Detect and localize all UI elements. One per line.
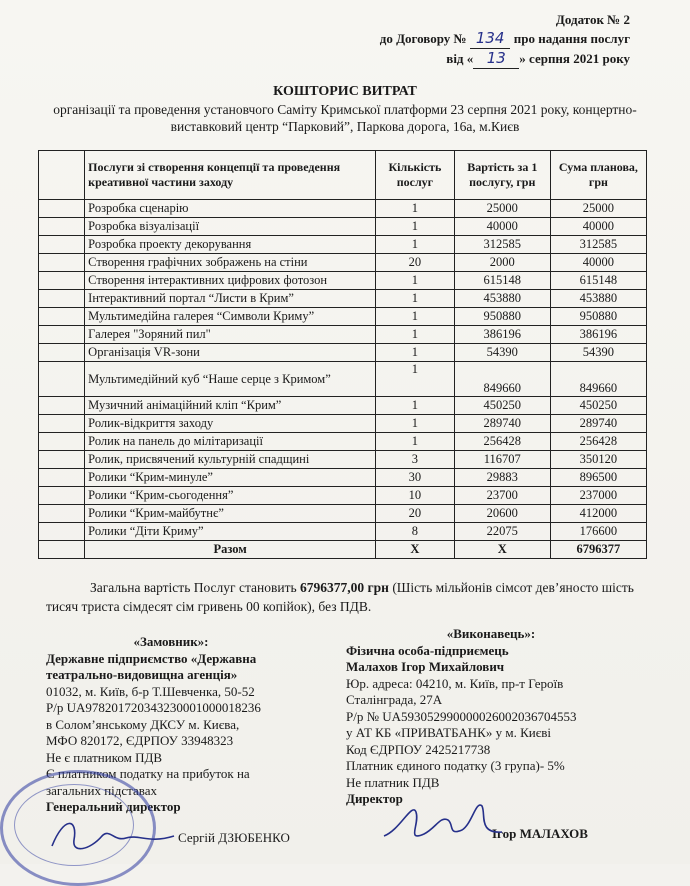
table-row — [39, 469, 647, 487]
service-total: 896500 — [550, 469, 646, 487]
document-title: КОШТОРИС ВИТРАТ — [273, 84, 417, 99]
contractor-position: Директор — [346, 791, 403, 806]
service-name: Розробка проекту декорування — [85, 236, 376, 254]
table-row — [39, 272, 647, 290]
annex-header — [380, 10, 630, 69]
service-unit-price: 29883 — [454, 469, 550, 487]
contractor-caption: «Виконавець»: — [446, 626, 536, 641]
service-name: Розробка візуалізації — [85, 218, 376, 236]
requisite-line: Р/р № UA593052990000026002036704553 — [346, 708, 577, 724]
service-quantity: 1 — [376, 362, 455, 397]
customer-position: Генеральний директор — [46, 799, 181, 814]
total-unit-price: Х — [454, 541, 550, 559]
column-header-total: Сума планова, грн — [550, 151, 646, 200]
service-quantity: 30 — [376, 469, 455, 487]
service-name: Інтерактивний портал “Листи в Крим” — [85, 290, 376, 308]
service-total: 54390 — [550, 344, 646, 362]
total-label: Разом — [85, 541, 376, 559]
service-name: Ролик, присвячений культурній спадщині — [85, 451, 376, 469]
service-total: 312585 — [550, 236, 646, 254]
service-quantity: 1 — [376, 397, 455, 415]
document-subtitle: організації та проведення установчого Саміту Кримської платформи 23 серпня 2021 року, концертно-виставковий центр “Парковий”, Паркова дорога, 16а, м.Києв — [53, 102, 637, 134]
service-name: Мультимедійний куб “Наше серце з Кримом” — [85, 362, 376, 397]
service-name: Музичний анімаційний кліп “Крим” — [85, 397, 376, 415]
service-name: Ролики “Крим-майбутнє” — [85, 505, 376, 523]
service-quantity: 8 — [376, 523, 455, 541]
service-quantity: 1 — [376, 326, 455, 344]
table-row — [39, 200, 647, 218]
service-unit-price: 386196 — [454, 326, 550, 344]
contract-day-handwritten: 13 — [473, 49, 519, 69]
total-quantity: Х — [376, 541, 455, 559]
table-total-row — [39, 541, 647, 559]
column-header-quantity: Кількість послуг — [376, 151, 455, 200]
service-total: 615148 — [550, 272, 646, 290]
contract-ref-line: до Договору № 134 про надання послуг — [379, 29, 630, 47]
table-row — [39, 290, 647, 308]
requisite-line: Код ЄДРПОУ 2425217738 — [346, 741, 491, 757]
service-total: 256428 — [550, 433, 646, 451]
service-quantity: 1 — [376, 308, 455, 326]
service-unit-price: 22075 — [454, 523, 550, 541]
service-total: 450250 — [550, 397, 646, 415]
table-row — [39, 308, 647, 326]
contractor-name-line2: Малахов Ігор Михайлович — [346, 659, 505, 674]
requisite-line: у АТ КБ «ПРИВАТБАНК» у м. Києві — [346, 725, 552, 740]
service-unit-price: 289740 — [454, 415, 550, 433]
service-quantity: 1 — [376, 200, 455, 218]
requisite-line: Юр. адреса: 04210, м. Київ, пр-т Героїв — [346, 675, 564, 691]
service-total: 350120 — [550, 451, 646, 469]
customer-caption: «Замовник»: — [133, 634, 209, 649]
service-quantity: 20 — [376, 254, 455, 272]
service-total: 40000 — [550, 254, 646, 272]
total-amount: 6796377,00 грн — [300, 580, 389, 595]
service-name: Створення графічних зображень на стіни — [85, 254, 376, 272]
table-row — [39, 254, 647, 272]
estimate-table — [38, 150, 647, 559]
table-header-spacer — [39, 151, 85, 200]
service-unit-price: 20600 — [454, 505, 550, 523]
service-quantity: 20 — [376, 505, 455, 523]
service-total: 386196 — [550, 326, 646, 344]
contractor-details — [346, 626, 636, 808]
service-total: 950880 — [550, 308, 646, 326]
requisite-line: Не є платником ПДВ — [46, 749, 163, 765]
service-total: 849660 — [550, 362, 646, 397]
service-name: Організація VR-зони — [85, 344, 376, 362]
service-total: 176600 — [550, 523, 646, 541]
requisite-line: Не платник ПДВ — [346, 774, 440, 790]
service-unit-price: 23700 — [454, 487, 550, 505]
service-total: 25000 — [550, 200, 646, 218]
service-quantity: 10 — [376, 487, 455, 505]
service-unit-price: 950880 — [454, 308, 550, 326]
contract-number-handwritten: 134 — [470, 29, 511, 49]
service-unit-price: 450250 — [454, 397, 550, 415]
requisite-line: МФО 820172, ЄДРПОУ 33948323 — [46, 733, 234, 748]
service-quantity: 1 — [376, 433, 455, 451]
service-name: Ролик на панель до мілітаризації — [85, 433, 376, 451]
service-name: Ролики “Крим-сьогодення” — [85, 487, 376, 505]
service-quantity: 1 — [376, 290, 455, 308]
requisite-line: Р/р UA978201720343230001000018236 — [46, 700, 261, 715]
service-name: Ролики “Крим-минуле” — [85, 469, 376, 487]
requisite-line: в Солом’янському ДКСУ м. Києва, — [46, 716, 240, 732]
service-unit-price: 849660 — [454, 362, 550, 397]
requisite-line: 01032, м. Київ, б-р Т.Шевченка, 50-52 — [46, 683, 255, 699]
service-name: Створення інтерактивних цифрових фотозон — [85, 272, 376, 290]
service-total: 453880 — [550, 290, 646, 308]
service-total: 40000 — [550, 218, 646, 236]
service-name: Мультимедійна галерея “Символи Криму” — [85, 308, 376, 326]
contract-date-line: від « 13 » серпня 2021 року — [446, 49, 630, 67]
column-header-unit-price: Вартість за 1 послугу, грн — [454, 151, 550, 200]
annex-number: Додаток № 2 — [555, 12, 630, 27]
service-total: 412000 — [550, 505, 646, 523]
service-quantity: 1 — [376, 415, 455, 433]
service-name: Ролики “Діти Криму” — [85, 523, 376, 541]
service-name: Ролик-відкриття заходу — [85, 415, 376, 433]
service-unit-price: 2000 — [454, 254, 550, 272]
requisite-line: Платник єдиного податку (3 група)- 5% — [346, 758, 565, 773]
contractor-signature — [378, 790, 508, 850]
column-header-service: Послуги зі створення концепції та проведення креативної частини заходу — [85, 151, 376, 200]
service-unit-price: 453880 — [454, 290, 550, 308]
table-header-row — [39, 151, 647, 200]
service-total: 237000 — [550, 487, 646, 505]
service-unit-price: 116707 — [454, 451, 550, 469]
service-quantity: 1 — [376, 344, 455, 362]
service-unit-price: 40000 — [454, 218, 550, 236]
requisite-line: загальних підставах — [46, 782, 158, 798]
table-row — [39, 505, 647, 523]
requisite-line: Є платником податку на прибуток на — [46, 766, 250, 781]
service-unit-price: 312585 — [454, 236, 550, 254]
customer-signatory: Сергій ДЗЮБЕНКО — [178, 830, 290, 845]
requisite-line: Сталінграда, 27А — [346, 692, 443, 707]
table-row — [39, 362, 647, 397]
total-sum: 6796377 — [550, 541, 646, 559]
service-unit-price: 54390 — [454, 344, 550, 362]
service-quantity: 3 — [376, 451, 455, 469]
service-name: Галерея "Зоряний пил" — [85, 326, 376, 344]
table-row — [39, 218, 647, 236]
table-row — [39, 415, 647, 433]
table-row — [39, 397, 647, 415]
service-unit-price: 615148 — [454, 272, 550, 290]
table-row — [39, 487, 647, 505]
service-quantity: 1 — [376, 272, 455, 290]
customer-signature — [44, 806, 184, 862]
total-summary-paragraph: Загальна вартість Послуг становить 6796377,00 грн (Шість мільйонів сімсот дев’яносто шість тисяч триста сімдесят сім гривень 00 копійок), без ПДВ. — [46, 580, 634, 614]
service-quantity: 1 — [376, 218, 455, 236]
contractor-signatory: Ігор МАЛАХОВ — [492, 826, 588, 841]
table-row — [39, 523, 647, 541]
service-unit-price: 25000 — [454, 200, 550, 218]
table-row — [39, 344, 647, 362]
customer-name: Державне підприємство «Державна театрально-видовищна агенція» — [46, 650, 257, 682]
contractor-requisites — [346, 676, 636, 792]
service-quantity: 1 — [376, 236, 455, 254]
table-row — [39, 433, 647, 451]
table-body — [39, 200, 647, 541]
table-row — [39, 326, 647, 344]
service-name: Розробка сценарію — [85, 200, 376, 218]
service-unit-price: 256428 — [454, 433, 550, 451]
table-row — [39, 236, 647, 254]
service-total: 289740 — [550, 415, 646, 433]
table-row — [39, 451, 647, 469]
contractor-name-line1: Фізична особа-підприємець — [346, 642, 509, 658]
